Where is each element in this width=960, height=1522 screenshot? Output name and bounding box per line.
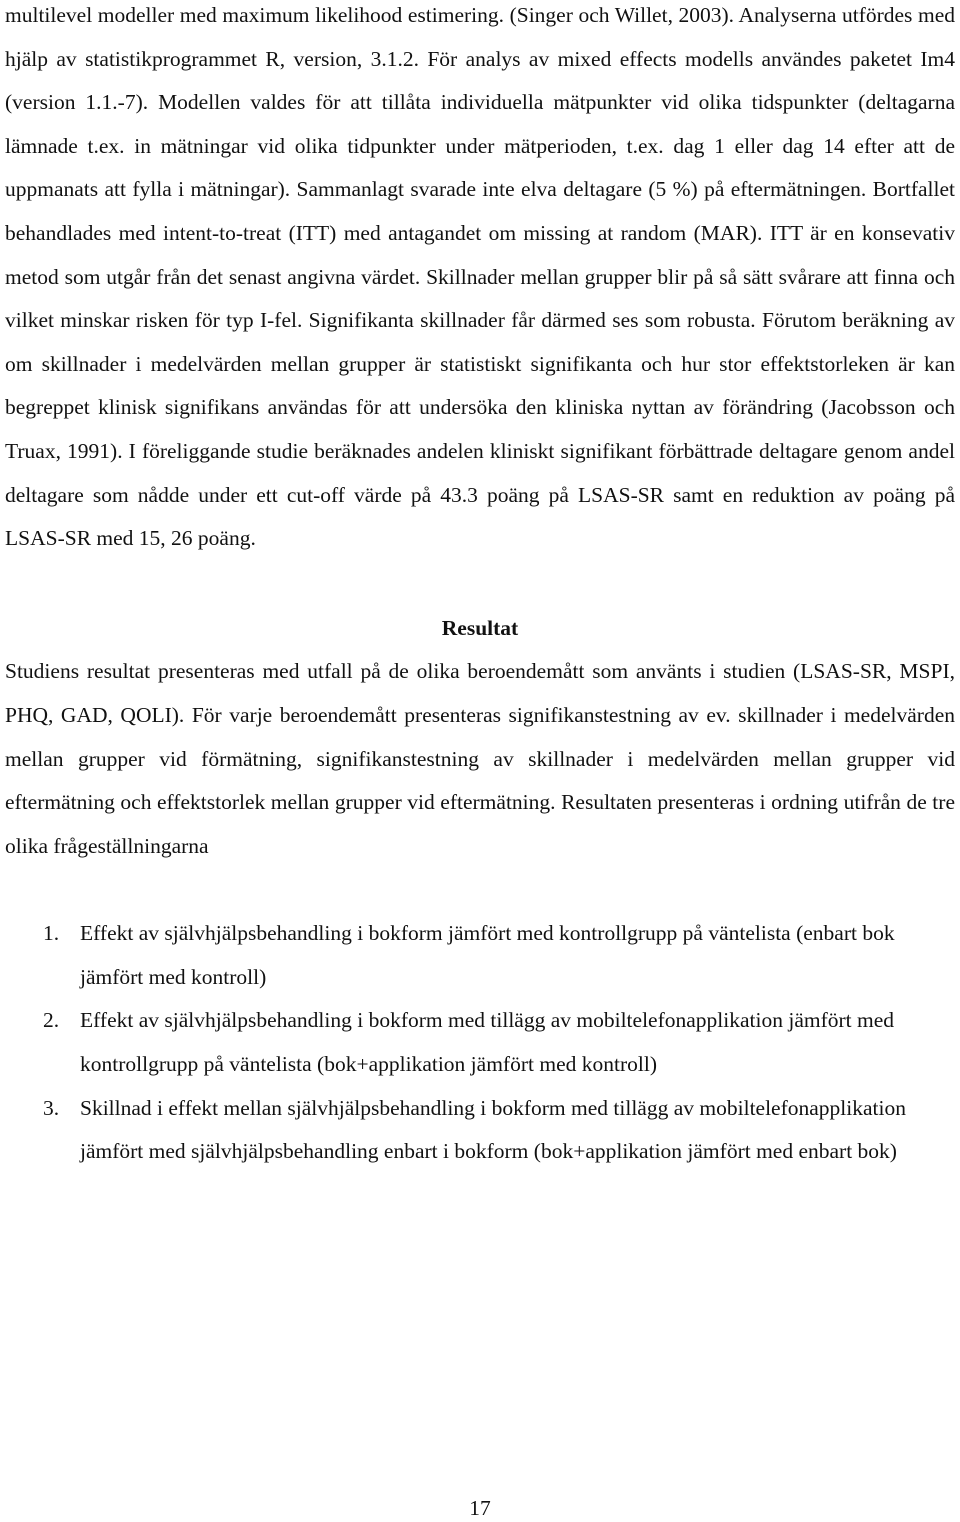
list-item-text: Effekt av självhjälpsbehandling i bokform med tillägg av mobiltelefonapplikation jämfört med kontrollgrupp på väntelista (bok+applikation jämfört med kontroll)	[80, 1008, 895, 1077]
results-paragraph: Studiens resultat presenteras med utfall på de olika beroendemått som använts i studien (LSAS-SR, MSPI, PHQ, GAD, QOLI). För varje beroendemått presenteras signifikanstestning av ev. skillnader i medelvärden mellan grupper vid förmätning, signifikanstestning av skillnader i medelvärden mellan grupper vid eftermätning och effektstorlek mellan grupper vid eftermätning. Resultaten presenteras i ordning utifrån de tre olika frågeställningarna	[5, 659, 955, 858]
list-item-number: 1.	[43, 921, 60, 946]
document-page	[5, 0, 955, 1174]
list-item-number: 2.	[43, 1008, 60, 1033]
list-item	[5, 912, 955, 999]
list-item-text: Effekt av självhjälpsbehandling i bokform jämfört med kontrollgrupp på väntelista (enbart bok jämfört med kontroll)	[80, 921, 895, 989]
list-item	[5, 999, 955, 1086]
research-questions-list	[5, 912, 955, 1174]
list-item	[5, 1087, 955, 1174]
page-number: 17	[469, 1496, 491, 1520]
list-item-number: 3.	[43, 1095, 60, 1120]
results-heading: Resultat	[441, 615, 519, 640]
list-item-text: Skillnad i effekt mellan självhjälpsbehandling i bokform med tillägg av mobiltelefonapplikation jämfört med självhjälpsbehandling enbart i bokform (bok+applikation jämfört med enbart bok)	[80, 1095, 906, 1164]
methods-paragraph: multilevel modeller med maximum likelihood estimering. (Singer och Willet, 2003). Analyserna utfördes med hjälp av statistikprogrammet R, version, 3.1.2. För analys av mixed effects modells användes paketet Im4 (version 1.1.-7). Modellen valdes för att tillåta individuella mätpunkter vid olika tidspunkter (deltagarna lämnade t.ex. in mätningar vid olika tidpunkter under mätperioden, t.ex. dag 1 eller dag 14 efter att de uppmanats att fylla i mätningar). Sammanlagt svarade inte elva deltagare (5 %) på eftermätningen. Bortfallet behandlades med intent-to-treat (ITT) med antagandet om missing at random (MAR). ITT är en konsevativ metod som utgår från det senast angivna värdet. Skillnader mellan grupper blir på så sätt svårare att finna och vilket minskar risken för typ I-fel. Signifikanta skillnader får därmed ses som robusta. Förutom beräkning av om skillnader i medelvärden mellan grupper är statistiskt signifikanta och hur stor effektstorleken är kan begreppet klinisk signifikans användas för att undersöka den kliniska nyttan av förändring (Jacobsson och Truax, 1991). I föreliggande studie beräknades andelen kliniskt signifikant förbättrade deltagare genom andel deltagare som nådde under ett cut-off värde på 43.3 poäng på LSAS-SR samt en reduktion av poäng på LSAS-SR med 15, 26 poäng.	[5, 3, 955, 551]
